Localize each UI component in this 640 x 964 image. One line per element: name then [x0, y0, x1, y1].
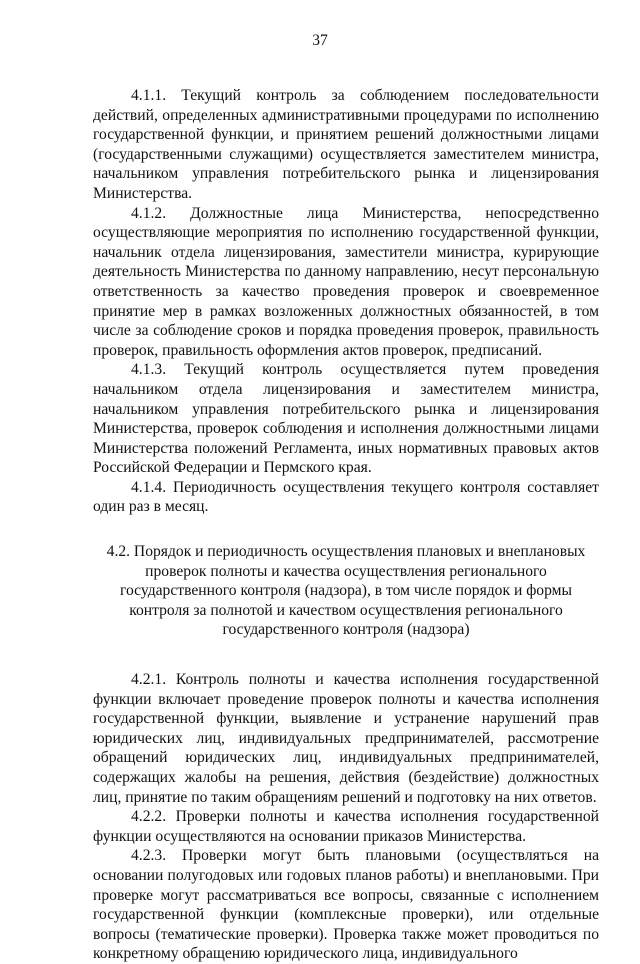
paragraph-4-2-2: 4.2.2. Проверки полноты и качества исполнения государственной функции осуществляются на основании приказов Министерства. [93, 808, 599, 845]
paragraph-4-2-1: 4.2.1. Контроль полноты и качества исполнения государственной функции включает проведение проверок полноты и качества исполнения государственной функции, выявление и устранение нарушений прав юридических лиц, индивидуальных предпринимателей, рассмотрение обращений юридических лиц, индивидуальных предпринимателей, содержащих жалобы на решения, действия (бездействие) должностных лиц, принятие по таким обращениям решений и подготовку на них ответов. [93, 671, 599, 806]
paragraph-4-1-1: 4.1.1. Текущий контроль за соблюдением последовательности действий, определенных административными процедурами по исполнению государственной функции, и принятием решений должностными лицами (государственными служащими) осуществляется заместителем министра, начальником управления потребительского рынка и лицензирования Министерства. [93, 87, 599, 202]
paragraph-4-1-3: 4.1.3. Текущий контроль осуществляется путем проведения начальником отдела лицензирования и заместителем министра, начальником управления потребительского рынка и лицензирования Министерства, проверок соблюдения и исполнения должностными лицами Министерства положений Регламента, иных нормативных правовых актов Российской Федерации и Пермского края. [93, 361, 599, 477]
document-body [93, 86, 599, 964]
paragraph-4-1-2: 4.1.2. Должностные лица Министерства, непосредственно осуществляющие мероприятия по исполнению государственной функции, начальник отдела лицензирования, заместители министра, курирующие деятельность Министерства по данному направлению, несут персональную ответственность за качество проведения проверок и своевременное принятие мер в рамках возложенных должностных обязанностей, в том числе за соблюдение сроков и порядка проведения проверок, правильность проверок, правильность оформления актов проверок, предписаний. [93, 204, 599, 359]
paragraph-4-1-4: 4.1.4. Периодичность осуществления текущего контроля составляет один раз в месяц. [93, 478, 599, 516]
section-heading-4-2: 4.2. Порядок и периодичность осуществления плановых и внеплановых проверок полноты и качества осуществления регионального государственного контроля (надзора), в том числе порядок и формы контроля за полнотой и качеством осуществления регионального государственного контроля (надзора) [106, 543, 586, 639]
paragraph-4-2-3: 4.2.3. Проверки могут быть плановыми (осуществляться на основании полугодовых или годовых планов работы) и внеплановыми. При проверке могут рассматриваться все вопросы, связанные с исполнением государственной функции (комплексные проверки), или отдельные вопросы (тематические проверки). Проверка также может проводиться по конкретному обращению юридического лица, индивидуального [93, 847, 599, 963]
page-number: 37 [312, 32, 328, 49]
